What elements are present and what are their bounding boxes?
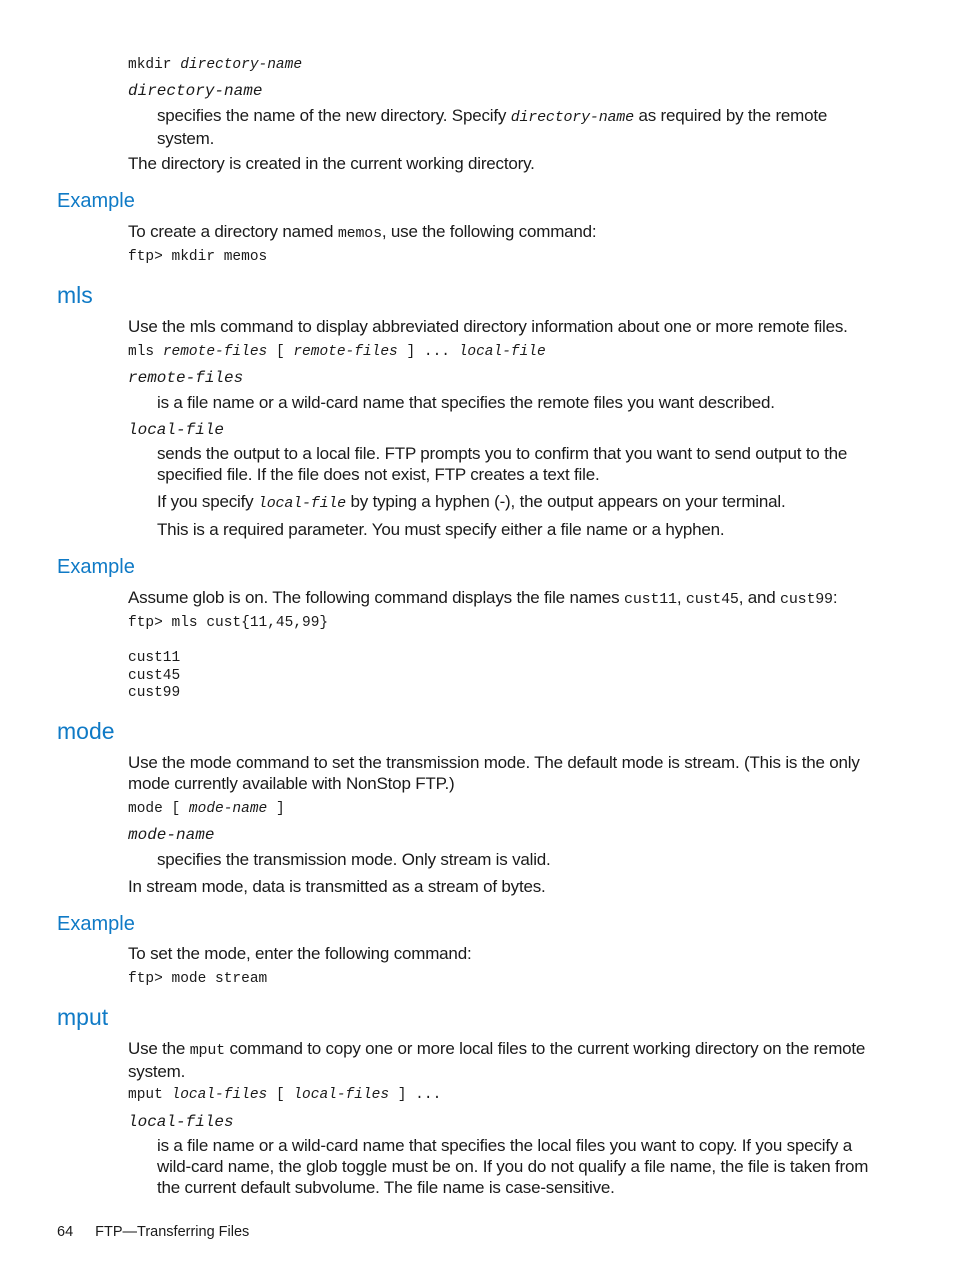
mode-syntax: mode [ mode-name ] — [128, 801, 285, 817]
output-line: cust99 — [128, 685, 181, 701]
section-heading-mput: mput — [57, 1004, 109, 1030]
mput-intro: Use the mput command to copy one or more local files to the current working directory on the remote system. — [128, 1039, 866, 1081]
syntax-command: mkdir — [128, 57, 172, 73]
example-code: ftp> mode stream — [128, 971, 268, 987]
syntax-argument: directory-name — [180, 57, 303, 73]
mode-note: In stream mode, data is transmitted as a stream of bytes. — [128, 877, 546, 896]
output-line: cust11 — [128, 650, 181, 666]
param-extra-local-file: If you specify local-file by typing a hyphen (-), the output appears on your terminal. — [157, 492, 786, 512]
param-desc-local-file: sends the output to a local file. FTP prompts you to confirm that you want to send output to the specified file. If the file does not exist, FTP creates a text file. — [157, 444, 848, 484]
param-required-note: This is a required parameter. You must specify either a file name or a hyphen. — [157, 520, 725, 539]
example-heading: Example — [57, 913, 135, 935]
page-number: 64 — [57, 1224, 74, 1240]
param-term-local-files: local-files — [128, 1113, 234, 1131]
page-footer — [57, 1223, 249, 1241]
mls-syntax: mls remote-files [ remote-files ] ... local-file — [128, 344, 546, 360]
mput-syntax: mput local-files [ local-files ] ... — [128, 1087, 442, 1103]
param-desc-local-files: is a file name or a wild-card name that specifies the local files you want to copy. If you specify a wild-card name, the glob toggle must be on. If you do not qualify a file name, the file is taken from the current default subvolume. The file name is case-sensitive. — [157, 1136, 869, 1197]
param-term-directory-name: directory-name — [128, 82, 263, 100]
example-intro: To set the mode, enter the following command: — [128, 944, 472, 963]
param-term-local-file: local-file — [128, 421, 225, 439]
output-line: cust45 — [128, 667, 181, 684]
example-output — [128, 650, 180, 703]
example-intro: Assume glob is on. The following command displays the file names cust11, cust45, and cust99: — [128, 588, 838, 608]
mls-intro: Use the mls command to display abbreviated directory information about one or more remote files. — [128, 317, 848, 336]
example-heading: Example — [57, 556, 135, 578]
example-code: ftp> mls cust{11,45,99} — [128, 615, 329, 631]
section-heading-mode: mode — [57, 718, 115, 744]
example-heading: Example — [57, 190, 135, 212]
param-term-mode-name: mode-name — [128, 826, 215, 844]
param-desc-mode-name: specifies the transmission mode. Only stream is valid. — [157, 850, 551, 869]
mode-intro: Use the mode command to set the transmission mode. The default mode is stream. (This is the only mode currently available with NonStop FTP.) — [128, 753, 860, 793]
example-intro: To create a directory named memos, use the following command: — [128, 222, 597, 242]
mkdir-syntax — [128, 57, 302, 75]
param-desc-remote-files: is a file name or a wild-card name that specifies the remote files you want described. — [157, 393, 775, 412]
mkdir-note: The directory is created in the current working directory. — [128, 154, 535, 173]
chapter-title: FTP—Transferring Files — [95, 1224, 250, 1240]
param-desc-directory-name: specifies the name of the new directory. Specify directory-name as required by the remote system. — [157, 106, 828, 148]
section-heading-mls: mls — [57, 282, 93, 308]
param-term-remote-files: remote-files — [128, 369, 244, 387]
example-code: ftp> mkdir memos — [128, 249, 268, 265]
